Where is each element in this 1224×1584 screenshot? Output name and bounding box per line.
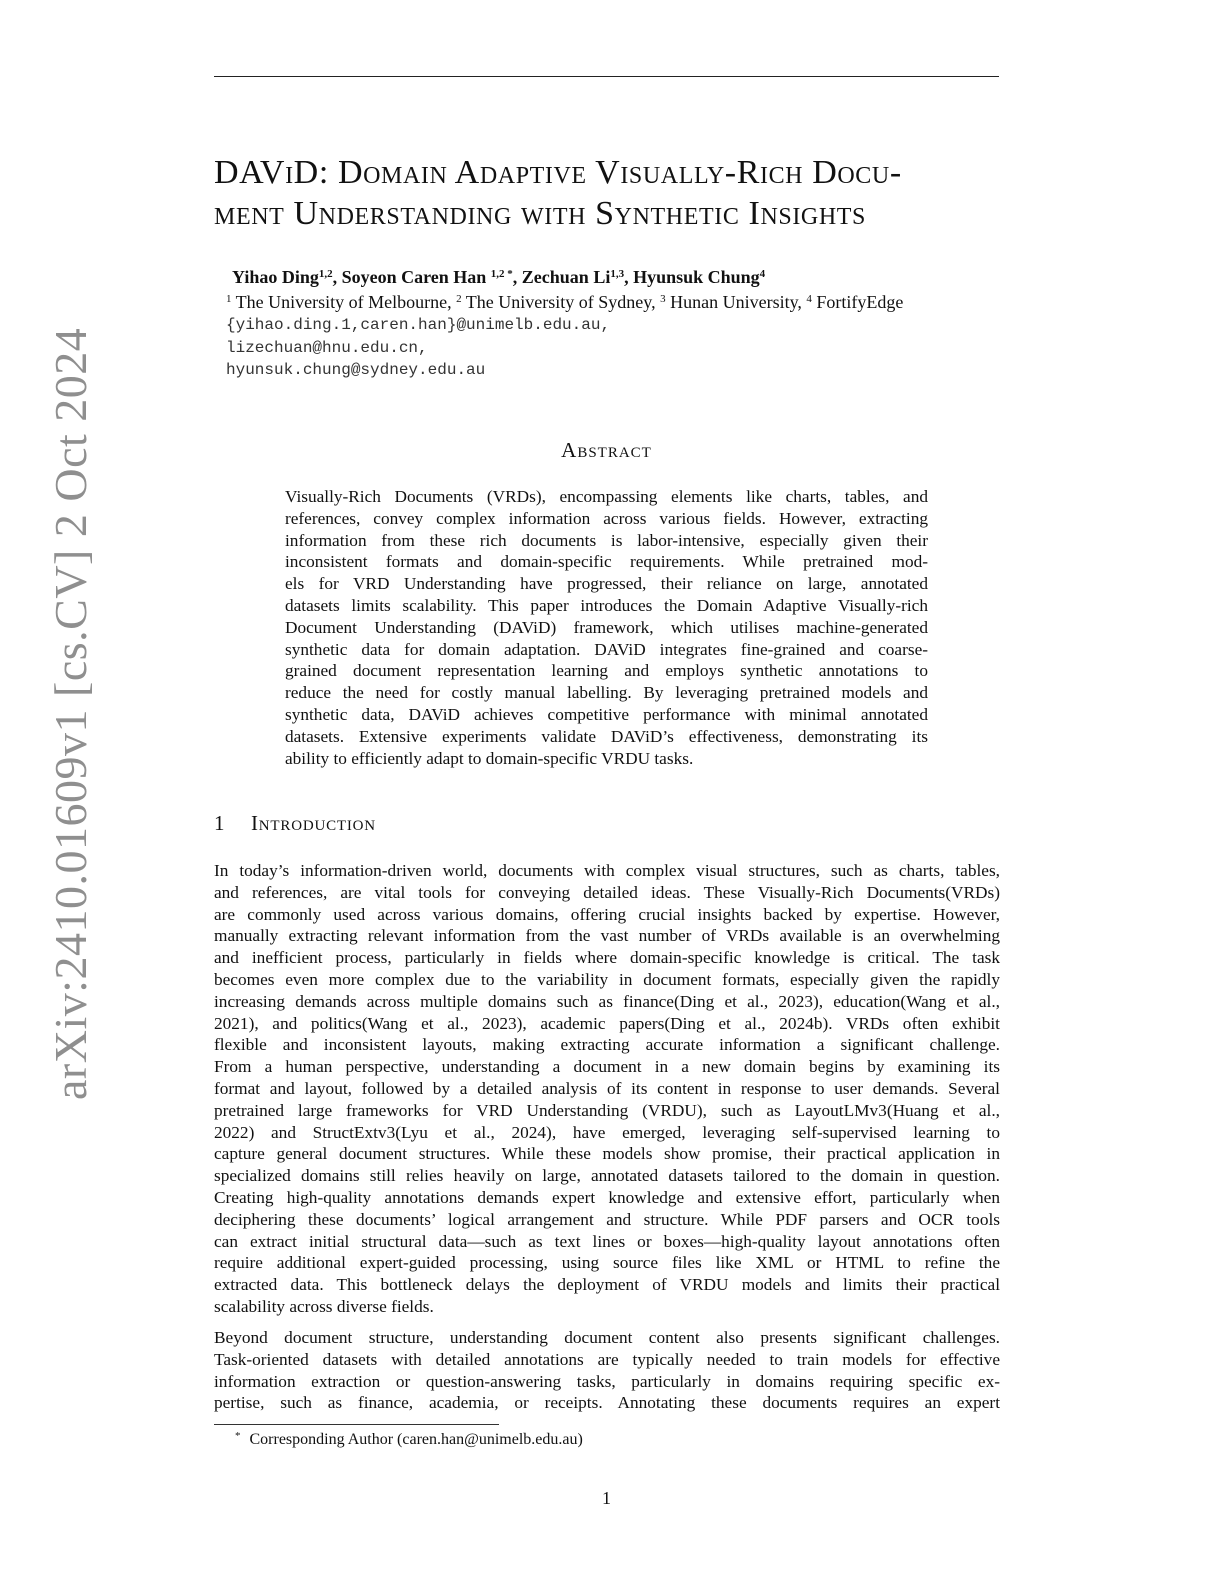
paragraph-line: In today’s information-driven world, documents with complex visual structures, such as charts, tables, [214, 861, 1000, 880]
author-separator: , [332, 267, 342, 287]
paragraph-line: information extraction or question-answering tasks, particularly in domains requiring specific ex- [214, 1371, 1000, 1391]
paragraph-line: pertise, such as finance, academia, or receipts. Annotating these documents requires an expert [214, 1393, 1000, 1413]
author-name: Zechuan Li [521, 267, 611, 287]
paragraph-line: 2022) and StructExtv3(Lyu et al., 2024), have emerged, leveraging self-supervised learning to [214, 1122, 1000, 1142]
abstract-text [285, 486, 928, 769]
author-email[interactable]: {yihao.ding.1,caren.han}@unimelb.edu.au, [226, 316, 611, 334]
abstract-line: Visually-Rich Documents (VRDs), encompassing elements like charts, tables, and [285, 487, 928, 506]
section-number: 1 [214, 811, 226, 835]
paragraph-line: Task-oriented datasets with detailed annotations are typically needed to train models for effective [214, 1349, 1000, 1369]
abstract-line: reduce the need for costly manual labelling. By leveraging pretrained models and [285, 683, 928, 703]
paragraph-line: can extract initial structural data—such as text lines or boxes—high-quality layout annotations often [214, 1231, 1000, 1251]
paragraph-line: Creating high-quality annotations demands expert knowledge and extensive effort, particularly when [214, 1187, 1000, 1207]
author-name: Soyeon Caren Han [341, 267, 491, 287]
abstract-line: els for VRD Understanding have progressed, their reliance on large, annotated [285, 574, 928, 594]
paragraph-line: and inefficient process, particularly in fields where domain-specific knowledge is critical. The task [214, 948, 1000, 968]
paragraph-line: scalability across diverse fields. [214, 1296, 434, 1316]
paragraph-line: manually extracting relevant information from the vast number of VRDs available is an overwhelming [214, 926, 1000, 946]
abstract-line: references, convey complex information across various fields. However, extracting [285, 508, 928, 528]
affiliation-name: The University of Melbourne, [231, 292, 457, 312]
abstract-line: grained document representation learning and employs synthetic annotations to [285, 661, 928, 681]
author-email[interactable]: hyunsuk.chung@sydney.edu.au [226, 361, 486, 379]
arxiv-identifier[interactable]: arXiv:2410.01609v1 [cs.CV] 2 Oct 2024 [45, 327, 96, 1100]
paragraph-line: are commonly used across various domains, offering crucial insights backed by expertise. However, [214, 904, 1000, 924]
author-name: Hyunsuk Chung [633, 267, 760, 287]
author-name: Yihao Ding [232, 267, 319, 287]
footnote-rule [214, 1424, 499, 1425]
footnote-mark: * [235, 1430, 241, 1442]
affiliation-mark: 2 [456, 293, 462, 305]
paragraph-line: format and layout, followed by a detailed analysis of its content in response to user demands. Several [214, 1078, 1000, 1098]
header-rule [214, 76, 999, 77]
author-affiliation-mark: 1,3 [610, 268, 625, 280]
author-email[interactable]: lizechuan@hnu.edu.cn, [226, 339, 428, 357]
author-list [232, 267, 765, 288]
paragraph-line: specialized domains still relies heavily on large, annotated datasets tailored to the domain in question. [214, 1166, 1000, 1186]
paragraph-line: flexible and inconsistent layouts, making extracting accurate information a significant challenge. [214, 1035, 1000, 1055]
author-affiliation-mark: 1,2 * [490, 268, 513, 280]
affiliation-name: The University of Sydney, [461, 292, 661, 312]
paragraph-line: Beyond document structure, understanding document content also presents significant challenges. [214, 1328, 1000, 1347]
affiliation-mark: 4 [806, 293, 812, 305]
section-title: Introduction [251, 811, 376, 835]
affiliation-list [226, 292, 903, 313]
title-line: DAViD: Domain Adaptive Visually-Rich Docu- [214, 154, 902, 191]
abstract-line: datasets. Extensive experiments validate DAViD’s effectiveness, demonstrating its [285, 726, 928, 746]
paragraph-line: 2021), and politics(Wang et al., 2023), academic papers(Ding et al., 2024b). VRDs often exhibit [214, 1013, 1000, 1033]
affiliation-mark: 3 [660, 293, 666, 305]
paragraph-line: pretrained large frameworks for VRD Understanding (VRDU), such as LayoutLMv3(Huang et al., [214, 1100, 1000, 1120]
abstract-line: Document Understanding (DAViD) framework, which utilises machine-generated [285, 617, 928, 637]
author-separator: , [512, 267, 522, 287]
abstract-line: inconsistent formats and domain-specific requirements. While pretrained mod- [285, 552, 928, 572]
paragraph-line: deciphering these documents’ logical arrangement and structure. While PDF parsers and OCR tools [214, 1209, 1000, 1229]
author-affiliation-mark: 4 [759, 268, 766, 280]
affiliation-name: FortifyEdge [811, 292, 904, 312]
paragraph-line: increasing demands across multiple domains such as finance(Ding et al., 2023), education(Wang et al., [214, 991, 1000, 1011]
paragraph-line: From a human perspective, understanding a document in a new domain begins by examining its [214, 1057, 1000, 1077]
intro-paragraph [214, 860, 1000, 1318]
paper-title [214, 152, 1014, 234]
footnote-text: Corresponding Author (caren.han@unimelb.edu.au) [249, 1431, 583, 1448]
abstract-heading: Abstract [561, 438, 652, 462]
paragraph-line: becomes even more complex due to the variability in document formats, especially given the rapidly [214, 969, 1000, 989]
abstract-line: information from these rich documents is labor-intensive, especially given their [285, 530, 928, 550]
intro-paragraph [214, 1327, 1000, 1414]
title-line: ment Understanding with Synthetic Insights [214, 195, 867, 232]
paragraph-line: require additional expert-guided processing, using source files like XML or HTML to refine the [214, 1253, 1000, 1273]
paragraph-line: and references, are vital tools for conveying detailed ideas. These Visually-Rich Documents(VRDs) [214, 882, 1000, 902]
footnote-corresponding-author [235, 1430, 583, 1449]
paragraph-line: extracted data. This bottleneck delays the deployment of VRDU models and limits their practical [214, 1275, 1000, 1295]
paragraph-line: capture general document structures. While these models show promise, their practical application in [214, 1144, 1000, 1164]
abstract-line: datasets limits scalability. This paper introduces the Domain Adaptive Visually-rich [285, 595, 928, 615]
abstract-line: synthetic data for domain adaptation. DAViD integrates fine-grained and coarse- [285, 639, 928, 659]
affiliation-mark: 1 [226, 293, 232, 305]
author-separator: , [624, 267, 634, 287]
abstract-line: ability to efficiently adapt to domain-specific VRDU tasks. [285, 748, 694, 768]
page-number: 1 [602, 1488, 611, 1508]
section-heading-introduction [214, 811, 376, 836]
affiliation-name: Hunan University, [665, 292, 807, 312]
abstract-line: synthetic data, DAViD achieves competitive performance with minimal annotated [285, 704, 928, 724]
author-affiliation-mark: 1,2 [318, 268, 333, 280]
